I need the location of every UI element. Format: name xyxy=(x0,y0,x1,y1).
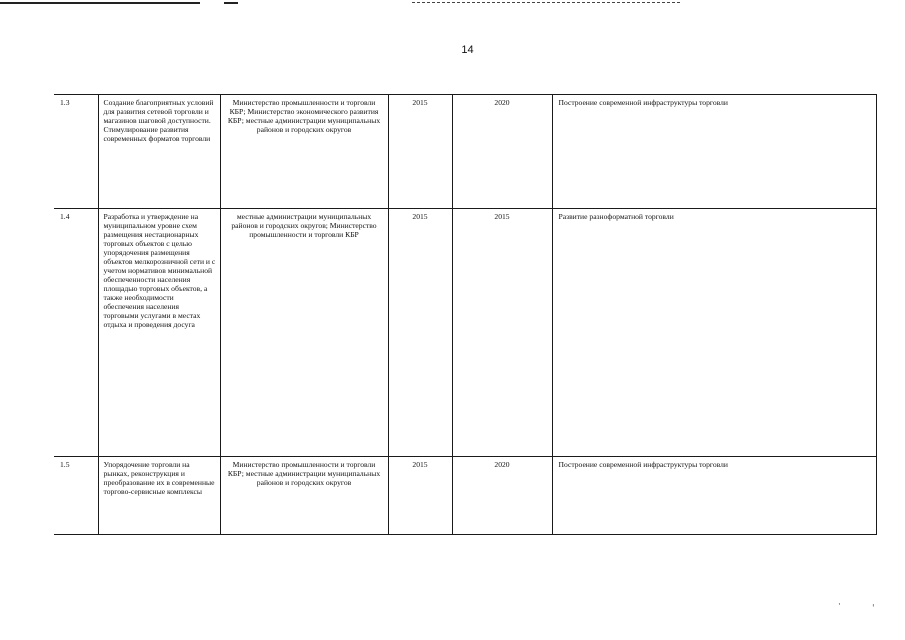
start-year: 2015 xyxy=(388,457,452,535)
scan-top-rule-short xyxy=(224,2,238,4)
start-year: 2015 xyxy=(388,209,452,457)
table-row xyxy=(54,457,876,535)
row-number: 1.5 xyxy=(54,457,98,535)
measure-executors: Министерство промышленности и торговли КБР; Министерство экономического развития КБР; местные администрации муниципальных районов и городских округов xyxy=(220,95,388,209)
table-row xyxy=(54,209,876,457)
measure-executors: местные администрации муниципальных районов и городских округов; Министерство промышленности и торговли КБР xyxy=(220,209,388,457)
page-number: 14 xyxy=(461,44,474,56)
scan-top-rule-dotted xyxy=(412,2,680,3)
measure-name: Создание благоприятных условий для развития сетевой торговли и магазинов шаговой доступности. Стимулирование развития современных форматов торговли xyxy=(98,95,220,209)
start-year: 2015 xyxy=(388,95,452,209)
end-year: 2015 xyxy=(452,209,552,457)
expected-result: Построение современной инфраструктуры торговли xyxy=(552,457,876,535)
measure-name: Разработка и утверждение на муниципальном уровне схем размещения нестационарных торговых объектов с целью упорядочения размещения объектов мелкорозничной сети и с учетом нормативов минимальной обеспеченности населения площадью торговых объектов, а также необходимости обеспечения населения торговыми услугами в местах отдыха и проведения досуга xyxy=(98,209,220,457)
expected-result: Развитие разноформатной торговли xyxy=(552,209,876,457)
end-year: 2020 xyxy=(452,95,552,209)
table-row xyxy=(54,95,876,209)
scan-speck: ˌ xyxy=(872,598,875,608)
expected-result: Построение современной инфраструктуры торговли xyxy=(552,95,876,209)
scan-top-rule-left xyxy=(0,2,200,4)
row-number: 1.3 xyxy=(54,95,98,209)
end-year: 2020 xyxy=(452,457,552,535)
scan-speck: · xyxy=(838,600,841,610)
measure-executors: Министерство промышленности и торговли КБР; местные администрации муниципальных районов и городских округов xyxy=(220,457,388,535)
measures-table xyxy=(54,94,877,535)
measure-name: Упорядочение торговли на рынках, реконструкция и преобразование их в современные торгово-сервисные комплексы xyxy=(98,457,220,535)
row-number: 1.4 xyxy=(54,209,98,457)
